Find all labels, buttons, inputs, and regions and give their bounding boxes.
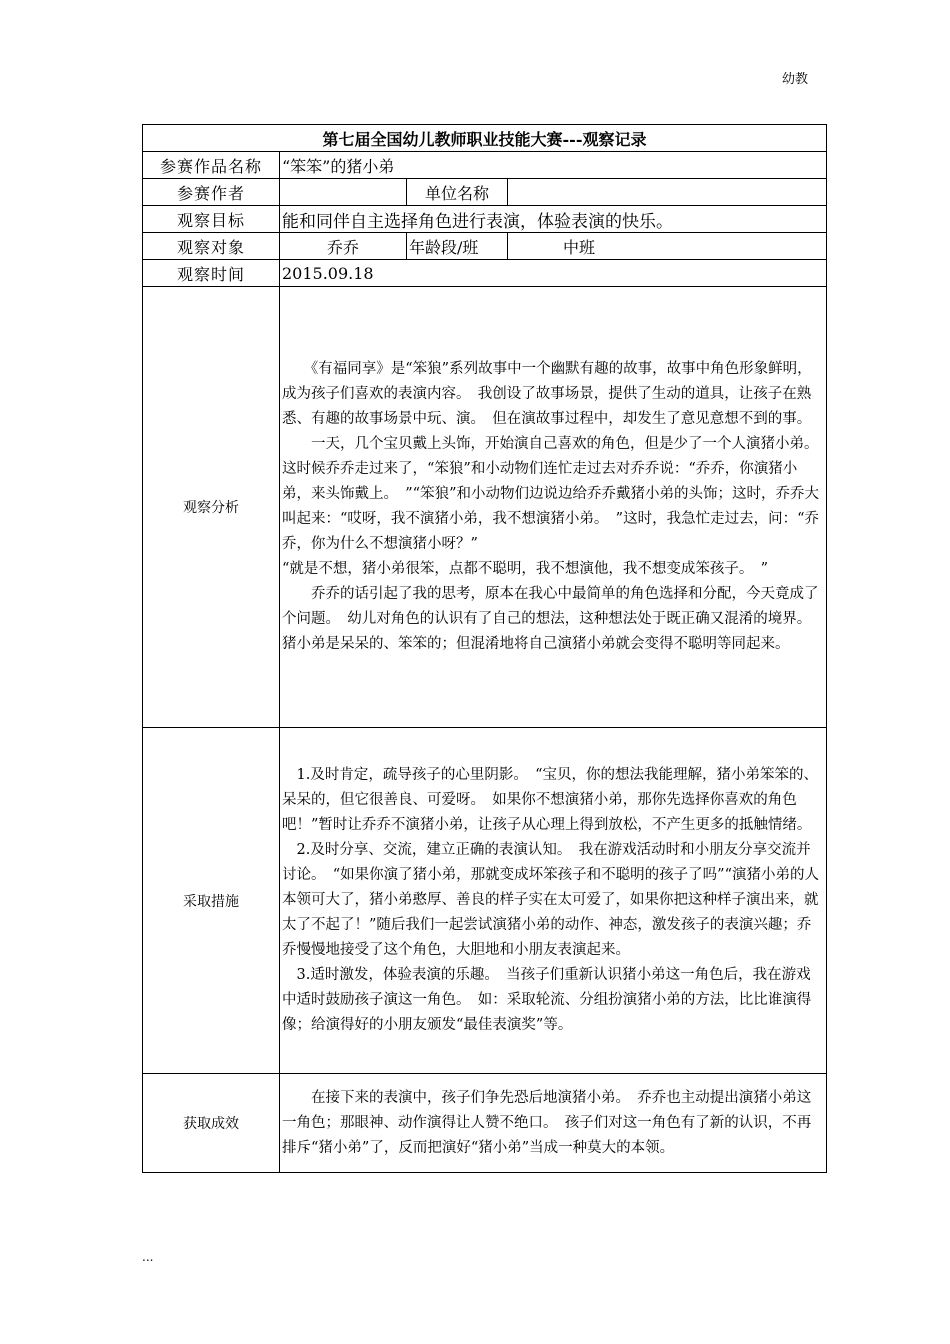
analysis-row xyxy=(143,287,827,728)
measures-paragraph: 3.适时激发，体验表演的乐趣。 当孩子们重新认识猪小弟这一角色后，我在游戏中适时鼓励孩子演这一角色。 如：采取轮流、分组扮演猪小弟的方法，比比谁演得像；给演得好的小朋友颁发“最佳表演奖”等。 xyxy=(282,967,812,1033)
unit-label: 单位名称 xyxy=(407,179,508,206)
unit-value xyxy=(508,179,827,206)
time-row xyxy=(143,260,827,287)
object-value: 乔乔 xyxy=(280,233,407,260)
goal-label: 观察目标 xyxy=(143,206,280,233)
table-title: 第七届全国幼儿教师职业技能大赛---观察记录 xyxy=(143,125,827,152)
analysis-paragraph: “就是不想，猪小弟很笨，点都不聪明，我不想演他，我不想变成笨孩子。 ” xyxy=(282,561,769,577)
work-name-value: “笨笨”的猪小弟 xyxy=(280,152,827,179)
results-row xyxy=(143,1074,827,1173)
analysis-label: 观察分析 xyxy=(143,287,280,728)
measures-paragraph: 1.及时肯定，疏导孩子的心里阴影。 “宝贝，你的想法我能理解，猪小弟笨笨的、呆呆的，但它很善良、可爱呀。 如果你不想演猪小弟，那你先选择你喜欢的角色吧！”暂时让乔乔不演猪小弟，让孩子从心理上得到放松，不产生更多的抵触情绪。 xyxy=(282,767,818,833)
analysis-paragraph: 乔乔的话引起了我的思考，原本在我心中最简单的角色选择和分配，今天竟成了个问题。 幼儿对角色的认识有了自己的想法，这种想法处于既正确又混淆的境界。 猪小弟是呆呆的、笨笨的；但混淆地将自己演猪小弟就会变得不聪明等同起来。 xyxy=(282,586,819,652)
analysis-paragraph: 《有福同享》是“笨狼”系列故事中一个幽默有趣的故事，故事中角色形象鲜明，成为孩子们喜欢的表演内容。 我创设了故事场景，提供了生动的道具，让孩子在熟悉、有趣的故事场景中玩、演。 但在演故事过程中，却发生了意见意想不到的事。 xyxy=(282,361,812,427)
time-value: 2015.09.18 xyxy=(280,260,827,287)
grade-value: 中班 xyxy=(508,233,827,260)
title-row xyxy=(143,125,827,152)
measures-label: 采取措施 xyxy=(143,728,280,1074)
grade-label: 年龄段/班 xyxy=(407,233,508,260)
work-name-row xyxy=(143,152,827,179)
page-footer: ... xyxy=(142,1250,154,1264)
author-row xyxy=(143,179,827,206)
object-label: 观察对象 xyxy=(143,233,280,260)
observation-record-table xyxy=(142,124,827,1173)
page-header: 幼教 xyxy=(781,72,808,87)
goal-row xyxy=(143,206,827,233)
analysis-paragraph: 一天，几个宝贝戴上头饰，开始演自己喜欢的角色，但是少了一个人演猪小弟。 这时候乔乔走过来了，“笨狼”和小动物们连忙走过去对乔乔说：“乔乔，你演猪小弟，来头饰戴上。 ”“笨狼”和小动物们边说边给乔乔戴猪小弟的头饰；这时，乔乔大叫起来：“哎呀，我不演猪小弟，我不想演猪小弟。 ”这时，我急忙走过去，问：“乔乔，你为什么不想演猪小呀？” xyxy=(282,436,826,552)
author-value xyxy=(280,179,407,206)
object-row xyxy=(143,233,827,260)
time-label: 观察时间 xyxy=(143,260,280,287)
measures-row xyxy=(143,728,827,1074)
goal-value: 能和同伴自主选择角色进行表演，体验表演的快乐。 xyxy=(280,206,827,233)
analysis-content xyxy=(280,287,827,728)
author-label: 参赛作者 xyxy=(143,179,280,206)
results-label: 获取成效 xyxy=(143,1074,280,1173)
results-paragraph: 在接下来的表演中，孩子们争先恐后地演猪小弟。 乔乔也主动提出演猪小弟这一角色；那眼神、动作演得让人赞不绝口。 孩子们对这一角色有了新的认识，不再排斥“猪小弟”了，反而把演好“猪小弟”当成一种莫大的本领。 xyxy=(282,1089,812,1156)
results-content xyxy=(280,1074,827,1173)
measures-content xyxy=(280,728,827,1074)
work-name-label: 参赛作品名称 xyxy=(143,152,280,179)
measures-paragraph: 2.及时分享、交流，建立正确的表演认知。 我在游戏活动时和小朋友分享交流并讨论。 “如果你演了猪小弟，那就变成坏笨孩子和不聪明的孩子了吗”“演猪小弟的人本领可大了，猪小弟憨厚、善良的样子实在太可爱了，如果你把这种样子演出来，就太了不起了！”随后我们一起尝试演猪小弟的动作、神态，激发孩子的表演兴趣；乔乔慢慢地接受了这个角色，大胆地和小朋友表演起来。 xyxy=(282,842,819,958)
